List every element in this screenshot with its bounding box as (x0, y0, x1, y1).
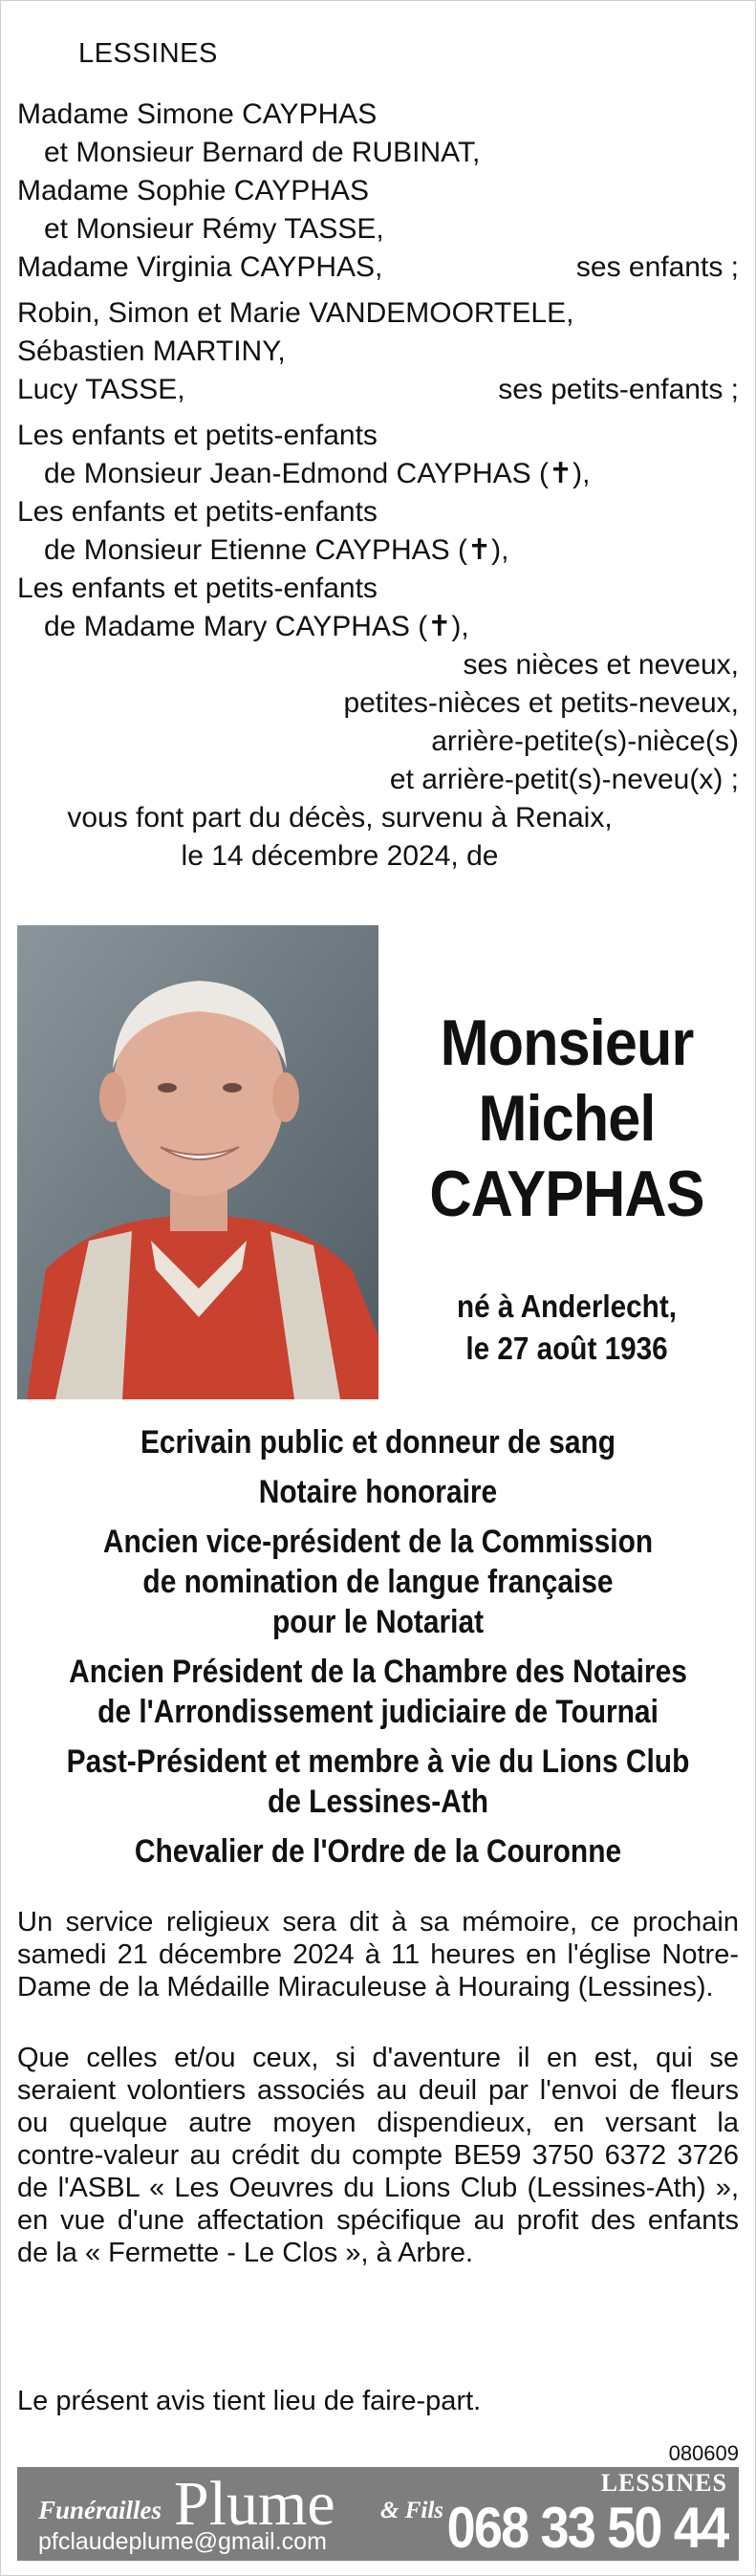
title-line: Ecrivain public et donneur de sang (140, 1424, 616, 1461)
funeral-email: pfclaudeplume@gmail.com (38, 2528, 327, 2555)
family-line: petites-nièces et petits-neveux, (343, 687, 739, 719)
funeral-home-banner (17, 2467, 739, 2561)
title-line: Past-Président et membre à vie du Lions Club (66, 1743, 690, 1780)
birth-place: né à Anderlecht, (457, 1288, 677, 1324)
service-paragraph: Un service religieux sera dit à sa mémoire, ce prochain samedi 21 décembre 2024 à 11 heures en l'église Notre-Dame de la Médaille Miraculeuse à Houraing (Lessines). (17, 1907, 739, 2002)
funeral-phone: 068 33 50 44 (446, 2496, 727, 2560)
family-line: Sébastien MARTINY, (17, 336, 286, 367)
funeral-prefix: Funérailles (38, 2496, 162, 2524)
deceased-name-block (395, 1006, 739, 1370)
family-line: et arrière-petit(s)-neveu(x) ; (389, 764, 739, 795)
funeral-suffix: & Fils (380, 2498, 443, 2523)
title-line: pour le Notariat (271, 1604, 485, 1640)
town-heading: LESSINES (78, 38, 218, 69)
family-line: Madame Sophie CAYPHAS (17, 175, 369, 206)
family-line: Lucy TASSE, (17, 374, 185, 405)
family-line: arrière-petite(s)-nièce(s) (431, 725, 739, 757)
honorary-titles (17, 1422, 739, 1872)
family-line: de Monsieur Etienne CAYPHAS (✝), (44, 534, 509, 566)
family-line: et Monsieur Bernard de RUBINAT, (44, 137, 481, 168)
deceased-first-name: Michel (478, 1082, 656, 1155)
title-line: de nomination de langue française (142, 1564, 614, 1600)
family-line: Madame Simone CAYPHAS (17, 98, 378, 130)
family-list (17, 96, 739, 876)
title-line: Notaire honoraire (258, 1474, 498, 1510)
title-line: de Lessines-Ath (267, 1784, 489, 1820)
family-line: Les enfants et petits-enfants (17, 420, 378, 451)
family-line: Les enfants et petits-enfants (17, 496, 378, 528)
family-line: de Madame Mary CAYPHAS (✝), (44, 611, 469, 642)
funeral-brand: Plume (174, 2469, 335, 2539)
title-line: Ancien vice-président de la Commission (102, 1524, 654, 1560)
title-line: Chevalier de l'Ordre de la Couronne (134, 1833, 622, 1870)
title-line: de l'Arrondissement judiciaire de Tournai (97, 1694, 659, 1730)
family-line: et Monsieur Rémy TASSE, (44, 213, 384, 245)
birth-date: le 27 août 1936 (465, 1331, 668, 1366)
family-line: Robin, Simon et Marie VANDEMOORTELE, (17, 297, 574, 329)
notice-paragraph: Le présent avis tient lieu de faire-part. (17, 2386, 482, 2416)
announcement-date: le 14 décembre 2024, de (181, 840, 499, 872)
family-line: ses nièces et neveux, (463, 649, 739, 681)
deceased-last-name: CAYPHAS (429, 1158, 704, 1230)
reference-code: 080609 (668, 2441, 739, 2465)
deceased-title: Monsieur (440, 1007, 694, 1079)
family-line: de Monsieur Jean-Edmond CAYPHAS (✝), (44, 458, 591, 489)
portrait-photo (17, 925, 378, 1399)
family-line: Les enfants et petits-enfants (17, 573, 378, 604)
family-line-with-role (17, 249, 739, 287)
family-line-with-role (17, 371, 739, 409)
role-grandchildren: ses petits-enfants ; (498, 374, 739, 405)
family-line: Madame Virginia CAYPHAS, (17, 251, 383, 283)
role-children: ses enfants ; (575, 251, 739, 283)
funeral-location: LESSINES (600, 2469, 727, 2497)
announcement-line: vous font part du décès, survenu à Renaix, (67, 802, 613, 833)
title-line: Ancien Président de la Chambre des Notaires (69, 1654, 687, 1690)
donation-paragraph: Que celles et/ou ceux, si d'aventure il en est, qui se seraient volontiers associés au deuil par l'envoi de fleurs ou quelque autre moyen dispendieux, en versant la contre-valeur au crédit du compte BE59 3750 6372 3726 de l'ASBL « Les Oeuvres du Lions Club (Lessines-Ath) », en vue d'une affectation spécifique au profit des enfants de la « Fermette - Le Clos », à Arbre. (17, 2043, 739, 2268)
